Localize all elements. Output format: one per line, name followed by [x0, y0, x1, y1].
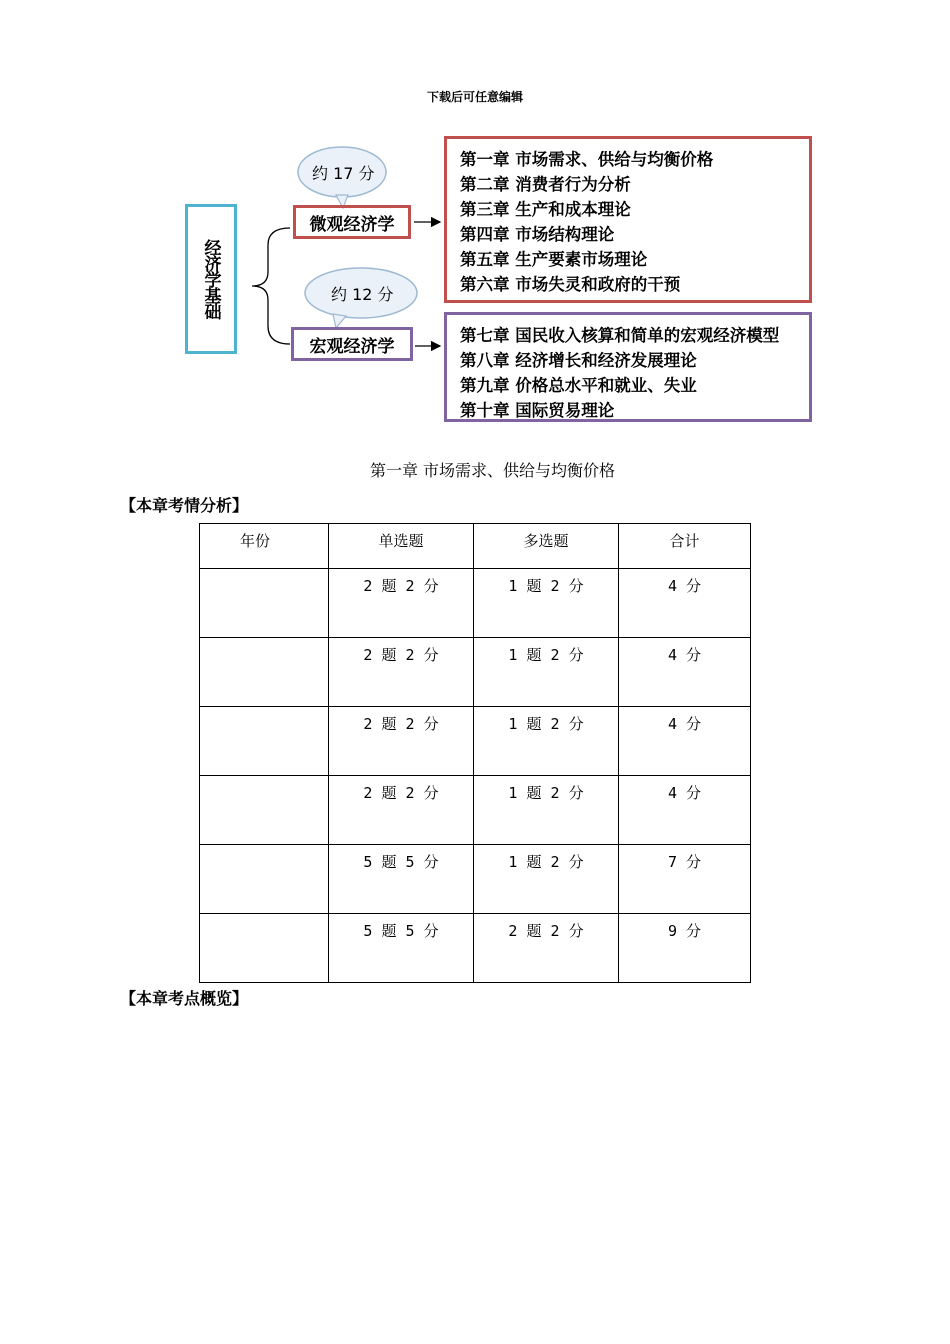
macro-score-bubble: 约 12 分	[331, 285, 394, 304]
table-header-row	[200, 524, 751, 569]
cell-year	[200, 914, 329, 983]
table-row	[200, 914, 751, 983]
micro-score-bubble: 约 17 分	[312, 164, 375, 183]
cell-single: 5 题 5 分	[329, 914, 474, 983]
course-structure-diagram	[0, 0, 950, 440]
macro-chapter-list	[444, 312, 812, 422]
chapter-item: 第九章 价格总水平和就业、失业	[460, 376, 697, 395]
cell-total: 4 分	[619, 776, 751, 845]
cell-multi: 1 题 2 分	[474, 707, 619, 776]
chapter-item: 第二章 消费者行为分析	[460, 175, 631, 194]
cell-total: 4 分	[619, 638, 751, 707]
macro-label: 宏观经济学	[309, 336, 395, 357]
chapter-item: 第八章 经济增长和经济发展理论	[460, 351, 697, 370]
cell-total: 7 分	[619, 845, 751, 914]
chapter-item: 第四章 市场结构理论	[460, 225, 615, 244]
table-row	[200, 845, 751, 914]
root-node	[185, 204, 237, 354]
cell-year	[200, 707, 329, 776]
chapter-item: 第五章 生产要素市场理论	[460, 250, 648, 269]
micro-chapter-list	[444, 136, 812, 303]
chapter-item: 第十章 国际贸易理论	[460, 401, 615, 420]
cell-year	[200, 638, 329, 707]
table-row	[200, 707, 751, 776]
cell-total: 4 分	[619, 707, 751, 776]
chapter-item: 第七章 国民收入核算和简单的宏观经济模型	[460, 326, 780, 345]
analysis-heading: 【本章考情分析】	[120, 496, 249, 515]
header-single: 单选题	[329, 524, 474, 569]
overview-heading: 【本章考点概览】	[120, 989, 249, 1008]
root-label: 经济学基础	[200, 239, 221, 319]
table-row	[200, 638, 751, 707]
cell-total: 9 分	[619, 914, 751, 983]
chapter-item: 第六章 市场失灵和政府的干预	[460, 275, 681, 294]
micro-label: 微观经济学	[309, 214, 395, 235]
table-row	[200, 776, 751, 845]
cell-single: 2 题 2 分	[329, 638, 474, 707]
header-total: 合计	[619, 524, 751, 569]
table-row	[200, 569, 751, 638]
cell-year	[200, 776, 329, 845]
cell-single: 2 题 2 分	[329, 707, 474, 776]
cell-year	[200, 569, 329, 638]
cell-multi: 1 题 2 分	[474, 845, 619, 914]
cell-single: 2 题 2 分	[329, 569, 474, 638]
cell-single: 5 题 5 分	[329, 845, 474, 914]
macro-node	[291, 327, 413, 361]
cell-multi: 1 题 2 分	[474, 776, 619, 845]
cell-single: 2 题 2 分	[329, 776, 474, 845]
chapter-item: 第一章 市场需求、供给与均衡价格	[460, 150, 714, 169]
micro-node	[293, 205, 411, 239]
chapter-title: 第一章 市场需求、供给与均衡价格	[369, 461, 616, 480]
header-multi: 多选题	[474, 524, 619, 569]
header-note: 下载后可任意编辑	[426, 90, 523, 104]
cell-multi: 2 题 2 分	[474, 914, 619, 983]
brace-connector	[252, 228, 290, 344]
cell-year	[200, 845, 329, 914]
header-year: 年份	[200, 524, 329, 569]
cell-multi: 1 题 2 分	[474, 569, 619, 638]
exam-stats-table	[199, 523, 751, 983]
cell-multi: 1 题 2 分	[474, 638, 619, 707]
cell-total: 4 分	[619, 569, 751, 638]
chapter-item: 第三章 生产和成本理论	[460, 200, 631, 219]
